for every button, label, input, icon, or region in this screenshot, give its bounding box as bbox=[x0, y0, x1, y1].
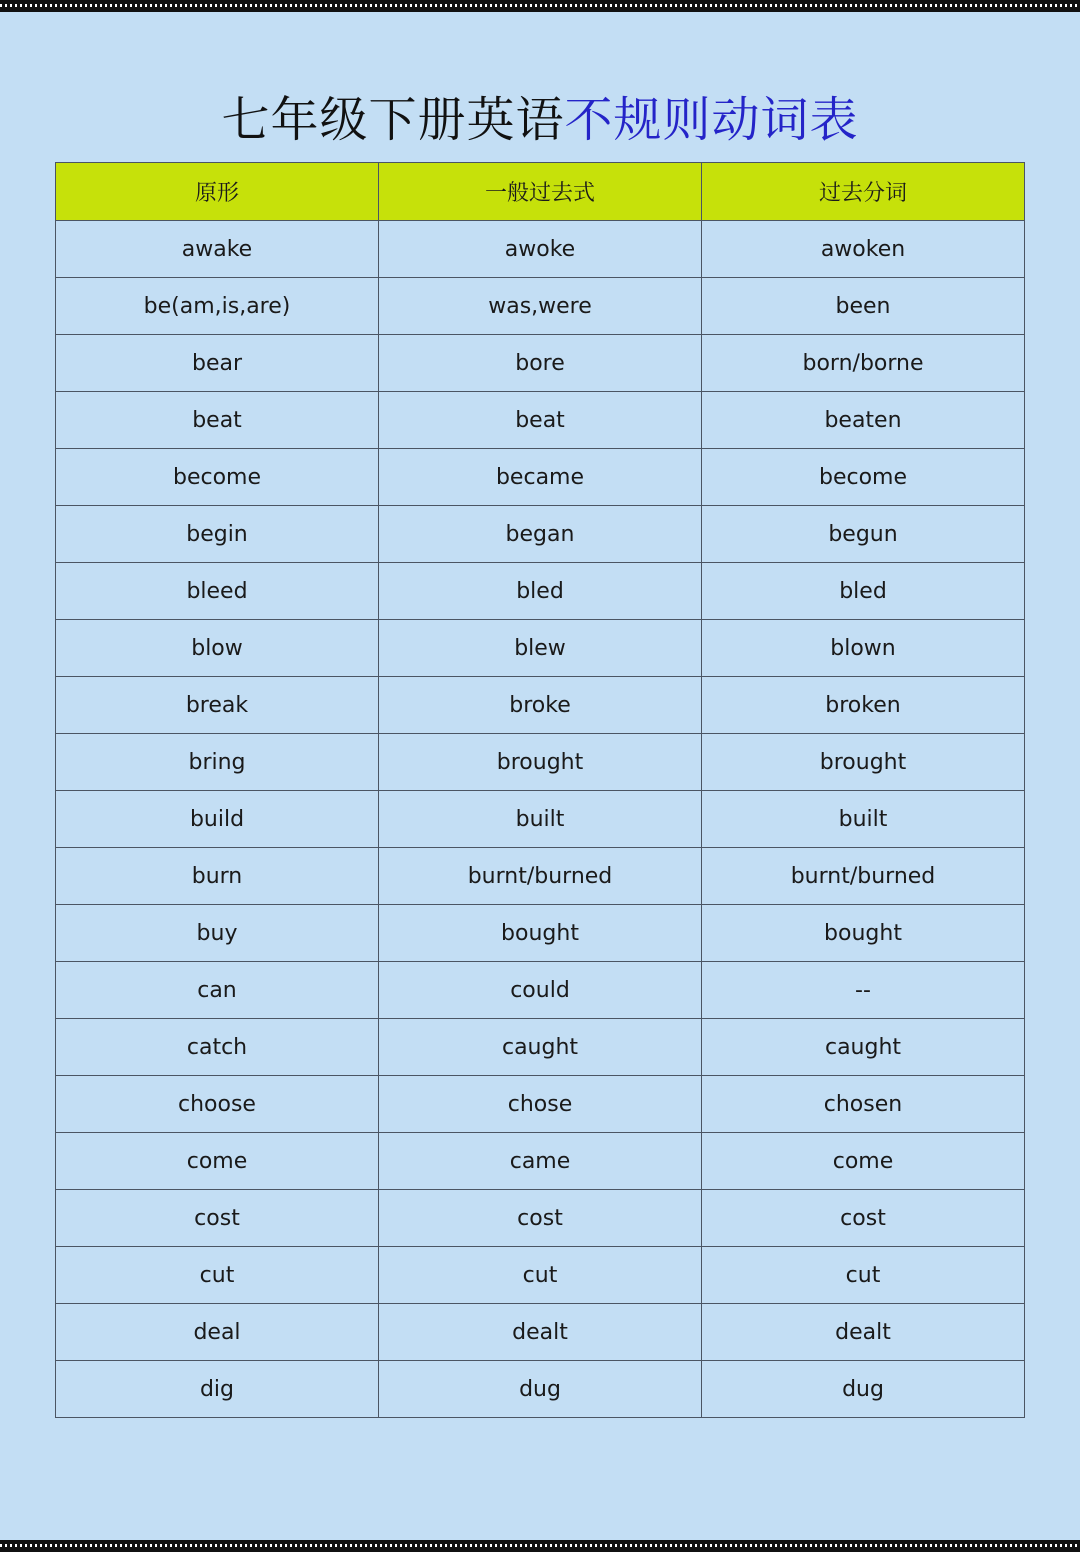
cell-base-form: bring bbox=[56, 734, 379, 791]
table-row bbox=[56, 1247, 1025, 1304]
cell-past-participle: bought bbox=[702, 905, 1025, 962]
cell-past-tense: became bbox=[379, 449, 702, 506]
cell-past-tense: bled bbox=[379, 563, 702, 620]
table-row bbox=[56, 278, 1025, 335]
cell-past-participle: burnt/burned bbox=[702, 848, 1025, 905]
cell-base-form: dig bbox=[56, 1361, 379, 1418]
cell-past-participle: broken bbox=[702, 677, 1025, 734]
table-row bbox=[56, 962, 1025, 1019]
table-row bbox=[56, 905, 1025, 962]
cell-past-participle: caught bbox=[702, 1019, 1025, 1076]
cell-past-participle: chosen bbox=[702, 1076, 1025, 1133]
cell-base-form: buy bbox=[56, 905, 379, 962]
table-row bbox=[56, 449, 1025, 506]
cell-past-participle: become bbox=[702, 449, 1025, 506]
cell-past-participle: been bbox=[702, 278, 1025, 335]
cell-past-participle: begun bbox=[702, 506, 1025, 563]
cell-past-tense: was,were bbox=[379, 278, 702, 335]
cell-past-tense: built bbox=[379, 791, 702, 848]
table-row bbox=[56, 1076, 1025, 1133]
cell-past-participle: dealt bbox=[702, 1304, 1025, 1361]
cell-base-form: break bbox=[56, 677, 379, 734]
cell-past-tense: caught bbox=[379, 1019, 702, 1076]
table-row bbox=[56, 848, 1025, 905]
irregular-verb-table bbox=[55, 162, 1025, 1418]
top-dotted-border bbox=[0, 0, 1080, 12]
cell-past-tense: bought bbox=[379, 905, 702, 962]
table-row bbox=[56, 677, 1025, 734]
cell-past-participle: beaten bbox=[702, 392, 1025, 449]
cell-past-participle: built bbox=[702, 791, 1025, 848]
table-body bbox=[56, 221, 1025, 1418]
cell-past-tense: came bbox=[379, 1133, 702, 1190]
table-row bbox=[56, 1133, 1025, 1190]
cell-base-form: deal bbox=[56, 1304, 379, 1361]
table-row bbox=[56, 1361, 1025, 1418]
cell-base-form: bear bbox=[56, 335, 379, 392]
header-past-tense: 一般过去式 bbox=[379, 163, 702, 221]
table-row bbox=[56, 335, 1025, 392]
cell-past-tense: blew bbox=[379, 620, 702, 677]
cell-past-participle: come bbox=[702, 1133, 1025, 1190]
cell-base-form: be(am,is,are) bbox=[56, 278, 379, 335]
cell-past-tense: burnt/burned bbox=[379, 848, 702, 905]
cell-base-form: become bbox=[56, 449, 379, 506]
title-part-blue: 不规则动词表 bbox=[564, 92, 859, 148]
cell-base-form: beat bbox=[56, 392, 379, 449]
cell-base-form: cut bbox=[56, 1247, 379, 1304]
cell-past-participle: -- bbox=[702, 962, 1025, 1019]
cell-past-tense: broke bbox=[379, 677, 702, 734]
cell-past-tense: bore bbox=[379, 335, 702, 392]
cell-base-form: catch bbox=[56, 1019, 379, 1076]
cell-past-participle: cut bbox=[702, 1247, 1025, 1304]
table-row bbox=[56, 734, 1025, 791]
cell-base-form: bleed bbox=[56, 563, 379, 620]
cell-past-tense: chose bbox=[379, 1076, 702, 1133]
header-past-participle: 过去分词 bbox=[702, 163, 1025, 221]
cell-base-form: begin bbox=[56, 506, 379, 563]
cell-past-tense: awoke bbox=[379, 221, 702, 278]
cell-past-participle: awoken bbox=[702, 221, 1025, 278]
cell-past-participle: blown bbox=[702, 620, 1025, 677]
cell-base-form: build bbox=[56, 791, 379, 848]
table-row bbox=[56, 1190, 1025, 1247]
table-row bbox=[56, 506, 1025, 563]
cell-base-form: burn bbox=[56, 848, 379, 905]
header-base-form: 原形 bbox=[56, 163, 379, 221]
cell-base-form: choose bbox=[56, 1076, 379, 1133]
cell-past-tense: cost bbox=[379, 1190, 702, 1247]
table-row bbox=[56, 791, 1025, 848]
cell-past-tense: brought bbox=[379, 734, 702, 791]
table-row bbox=[56, 1304, 1025, 1361]
table-header-row bbox=[56, 163, 1025, 221]
cell-base-form: come bbox=[56, 1133, 379, 1190]
cell-base-form: awake bbox=[56, 221, 379, 278]
table-row bbox=[56, 620, 1025, 677]
cell-past-tense: dealt bbox=[379, 1304, 702, 1361]
cell-past-participle: dug bbox=[702, 1361, 1025, 1418]
cell-base-form: blow bbox=[56, 620, 379, 677]
page-title bbox=[0, 88, 1080, 152]
bottom-dotted-border bbox=[0, 1540, 1080, 1552]
title-part-black: 七年级下册英语 bbox=[221, 92, 565, 148]
cell-base-form: can bbox=[56, 962, 379, 1019]
table-row bbox=[56, 392, 1025, 449]
cell-past-participle: brought bbox=[702, 734, 1025, 791]
cell-past-participle: born/borne bbox=[702, 335, 1025, 392]
table-row bbox=[56, 1019, 1025, 1076]
cell-past-tense: beat bbox=[379, 392, 702, 449]
cell-past-tense: dug bbox=[379, 1361, 702, 1418]
cell-past-participle: cost bbox=[702, 1190, 1025, 1247]
cell-past-tense: began bbox=[379, 506, 702, 563]
table-row bbox=[56, 563, 1025, 620]
cell-base-form: cost bbox=[56, 1190, 379, 1247]
cell-past-participle: bled bbox=[702, 563, 1025, 620]
cell-past-tense: cut bbox=[379, 1247, 702, 1304]
cell-past-tense: could bbox=[379, 962, 702, 1019]
table-row bbox=[56, 221, 1025, 278]
